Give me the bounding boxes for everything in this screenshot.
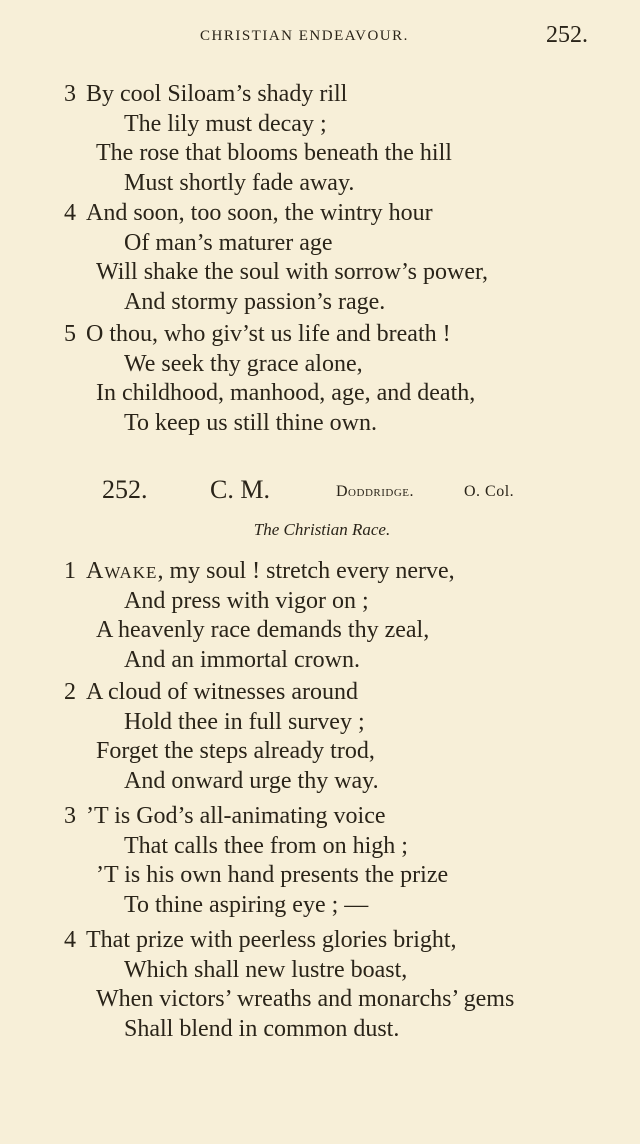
verse-line: Will shake the soul with sorrow’s power, [96, 259, 489, 285]
verse-line: The lily must decay ; [124, 110, 327, 137]
verse-line: O thou, who giv’st us life and breath ! [86, 321, 451, 347]
verse-line: To thine aspiring eye ; — [124, 891, 369, 918]
page-number: 252. [546, 22, 588, 48]
verse-number: 4 [64, 927, 76, 953]
verse-line: Shall blend in common dust. [124, 1015, 400, 1042]
stanza-2 [64, 678, 379, 796]
verse-line: When victors’ wreaths and monarchs’ gems [96, 986, 515, 1012]
verse-line: And stormy passion’s rage. [124, 288, 386, 315]
hymn-title: The Christian Race. [253, 520, 391, 539]
verse-line: Must shortly fade away. [124, 169, 355, 196]
hymn-number: 252. [102, 475, 148, 504]
verse-line: And soon, too soon, the wintry hour [86, 200, 433, 226]
verse-number: 3 [64, 803, 76, 829]
verse-line: And onward urge thy way. [124, 767, 379, 794]
verse-line: A cloud of witnesses around [86, 679, 358, 705]
verse-line: To keep us still thine own. [124, 409, 377, 436]
verse-line: That calls thee from on high ; [124, 832, 408, 859]
verse-number: 3 [64, 81, 76, 107]
stanza-4 [64, 926, 514, 1044]
prev-stanza-3 [64, 80, 452, 198]
verse-line: ’T is his own hand presents the prize [96, 862, 449, 888]
verse-number: 2 [64, 679, 76, 705]
verse-line: , my soul ! stretch every nerve, [157, 558, 455, 584]
running-head: CHRISTIAN ENDEAVOUR. [200, 28, 409, 44]
prev-stanza-5 [64, 320, 475, 438]
verse-number: 4 [64, 200, 76, 226]
verse-line: And an immortal crown. [124, 646, 360, 673]
verse-line: Which shall new lustre boast, [124, 956, 408, 983]
hymn-meter: C. M. [210, 475, 270, 504]
prev-stanza-4 [64, 199, 488, 317]
verse-line: Of man’s maturer age [124, 229, 333, 256]
verse-line: That prize with peerless glories bright, [86, 927, 457, 953]
first-word: Awake [86, 558, 158, 584]
verse-number: 1 [64, 558, 76, 584]
stanza-3 [64, 802, 448, 920]
stanza-1 [64, 557, 455, 675]
verse-line: And press with vigor on ; [124, 587, 369, 614]
verse-number: 5 [64, 321, 76, 347]
verse-line: A heavenly race demands thy zeal, [96, 617, 430, 643]
verse-line: The rose that blooms beneath the hill [96, 140, 452, 166]
hymn-tune: O. Col. [464, 483, 515, 500]
hymn-heading [102, 475, 562, 509]
verse-line: By cool Siloam’s shady rill [86, 81, 348, 107]
hymn-author: Doddridge. [336, 483, 414, 500]
verse-line: In childhood, manhood, age, and death, [96, 380, 476, 406]
verse-line: ’T is God’s all-animating voice [86, 803, 386, 829]
verse-line: Forget the steps already trod, [96, 738, 375, 764]
verse-line: Hold thee in full survey ; [124, 708, 365, 735]
verse-line: We seek thy grace alone, [124, 350, 363, 377]
